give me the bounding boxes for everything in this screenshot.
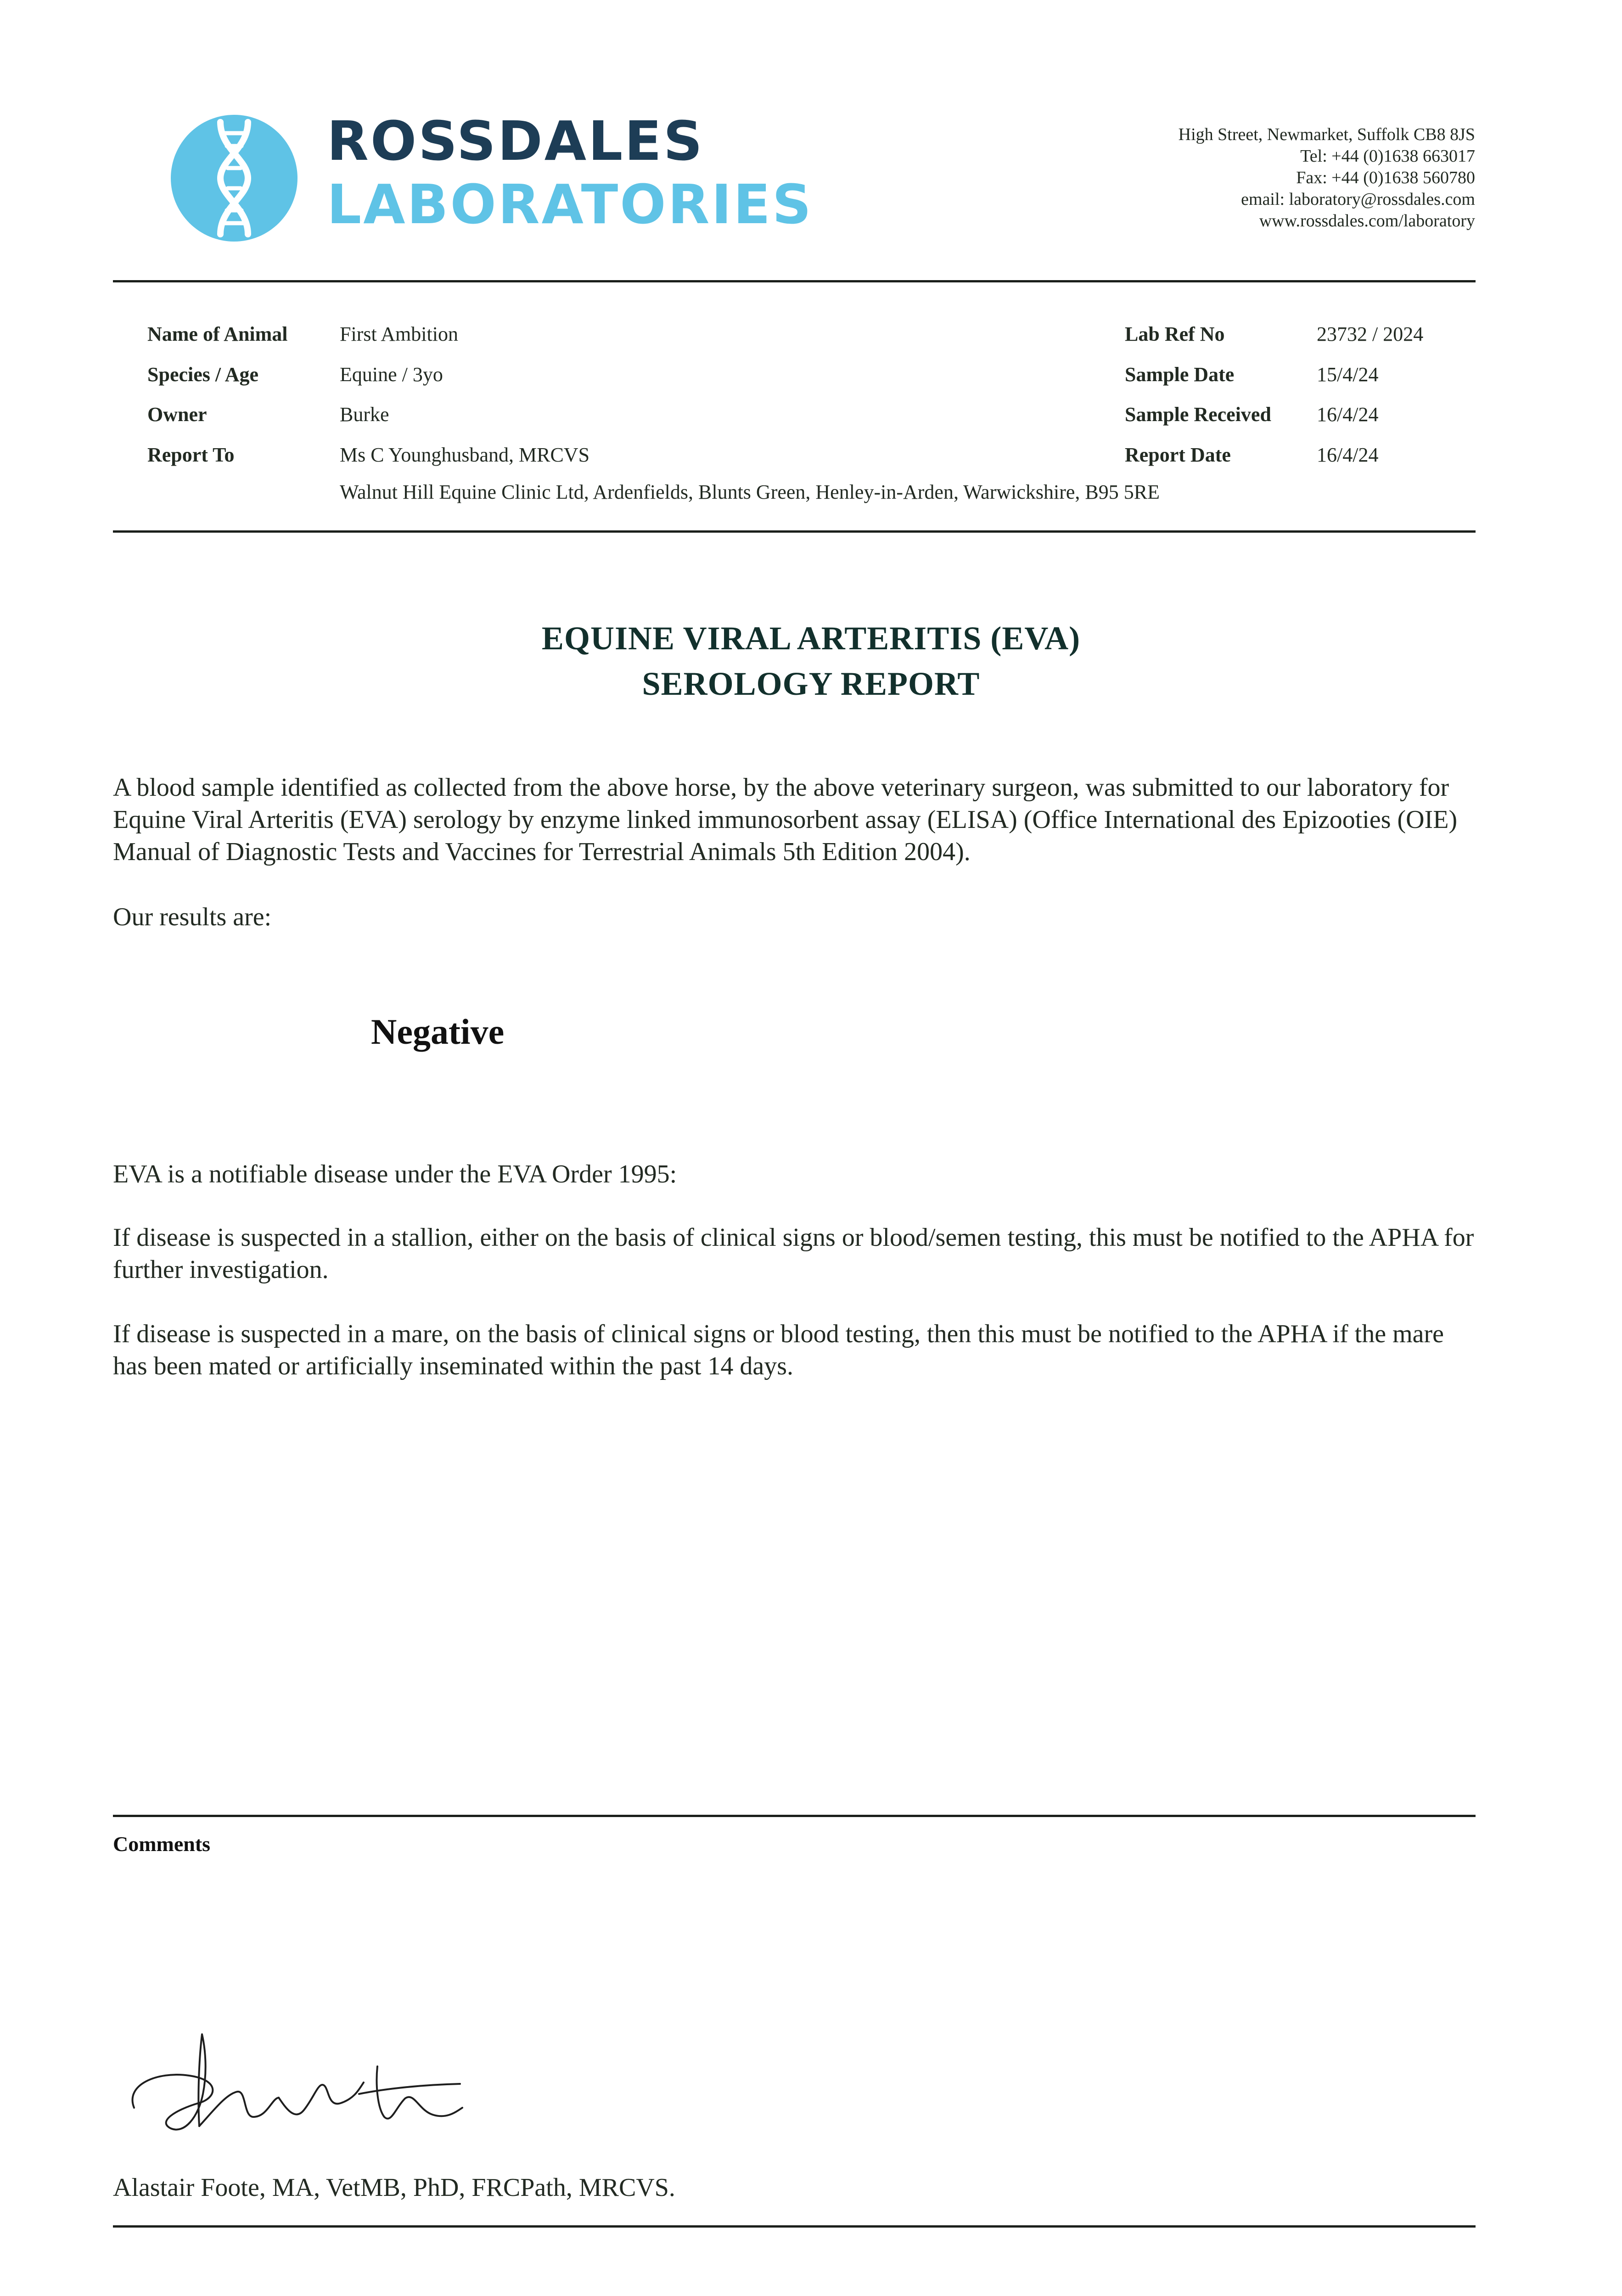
lab-fax: Fax: +44 (0)1638 560780	[1296, 168, 1475, 187]
report-date-value: 16/4/24	[1317, 444, 1379, 466]
owner-value: Burke	[340, 403, 389, 426]
results-lead: Our results are:	[113, 903, 272, 931]
lab-telephone: Tel: +44 (0)1638 663017	[1300, 146, 1475, 166]
stallion-note: If disease is suspected in a stallion, either on the basis of clinical signs or blood/semen testing, this must be notified to the APHA for further investigation.	[113, 1223, 1474, 1284]
sample-received-value: 16/4/24	[1317, 403, 1379, 426]
species-age-label: Species / Age	[147, 363, 258, 386]
report-to-label: Report To	[147, 444, 235, 466]
report-title-line2: SEROLOGY REPORT	[642, 665, 980, 702]
dna-logo-icon	[170, 114, 298, 242]
contact-block	[1179, 124, 1475, 232]
result-value: Negative	[371, 1012, 505, 1052]
signature-image	[120, 2030, 469, 2135]
report-to-value: Ms C Younghusband, MRCVS	[340, 444, 590, 466]
footer-divider	[113, 2225, 1476, 2228]
info-divider	[113, 530, 1476, 533]
lab-email: email: laboratory@rossdales.com	[1241, 190, 1475, 209]
name-of-animal-label: Name of Animal	[147, 323, 288, 345]
lab-ref-value: 23732 / 2024	[1317, 323, 1424, 345]
species-age-value: Equine / 3yo	[340, 363, 443, 386]
header-divider	[113, 280, 1476, 282]
lab-website: www.rossdales.com/laboratory	[1259, 211, 1475, 231]
intro-paragraph: A blood sample identified as collected from the above horse, by the above veterinary surgeon, was submitted to our laboratory for Equine Viral Arteritis (EVA) serology by enzyme linked immunosorbent assay (ELISA) (Office International des Epizooties (OIE) Manual of Diagnostic Tests and Vaccines for Terrestrial Animals 5th Edition 2004).	[113, 773, 1458, 866]
sample-date-value: 15/4/24	[1317, 363, 1379, 386]
signatory-name: Alastair Foote, MA, VetMB, PhD, FRCPath, MRCVS.	[113, 2173, 675, 2202]
sample-received-label: Sample Received	[1125, 403, 1271, 426]
logo-subtitle: LABORATORIES	[327, 173, 813, 236]
comments-divider	[113, 1815, 1476, 1817]
report-title-line1: EQUINE VIRAL ARTERITIS (EVA)	[541, 620, 1081, 657]
logo-title: ROSSDALES	[327, 109, 704, 173]
report-date-label: Report Date	[1125, 444, 1231, 466]
lab-ref-label: Lab Ref No	[1125, 323, 1225, 345]
notifiable-statement: EVA is a notifiable disease under the EVA Order 1995:	[113, 1160, 677, 1188]
sample-date-label: Sample Date	[1125, 363, 1235, 386]
lab-address: High Street, Newmarket, Suffolk CB8 8JS	[1178, 125, 1475, 144]
comments-label: Comments	[113, 1832, 211, 1856]
report-to-address: Walnut Hill Equine Clinic Ltd, Ardenfields, Blunts Green, Henley-in-Arden, Warwickshire, B95 5RE	[340, 481, 1160, 503]
name-of-animal-value: First Ambition	[340, 323, 458, 345]
mare-note: If disease is suspected in a mare, on the basis of clinical signs or blood testing, then this must be notified to the APHA if the mare has been mated or artificially inseminated within the past 14 days.	[113, 1320, 1444, 1380]
owner-label: Owner	[147, 403, 207, 426]
